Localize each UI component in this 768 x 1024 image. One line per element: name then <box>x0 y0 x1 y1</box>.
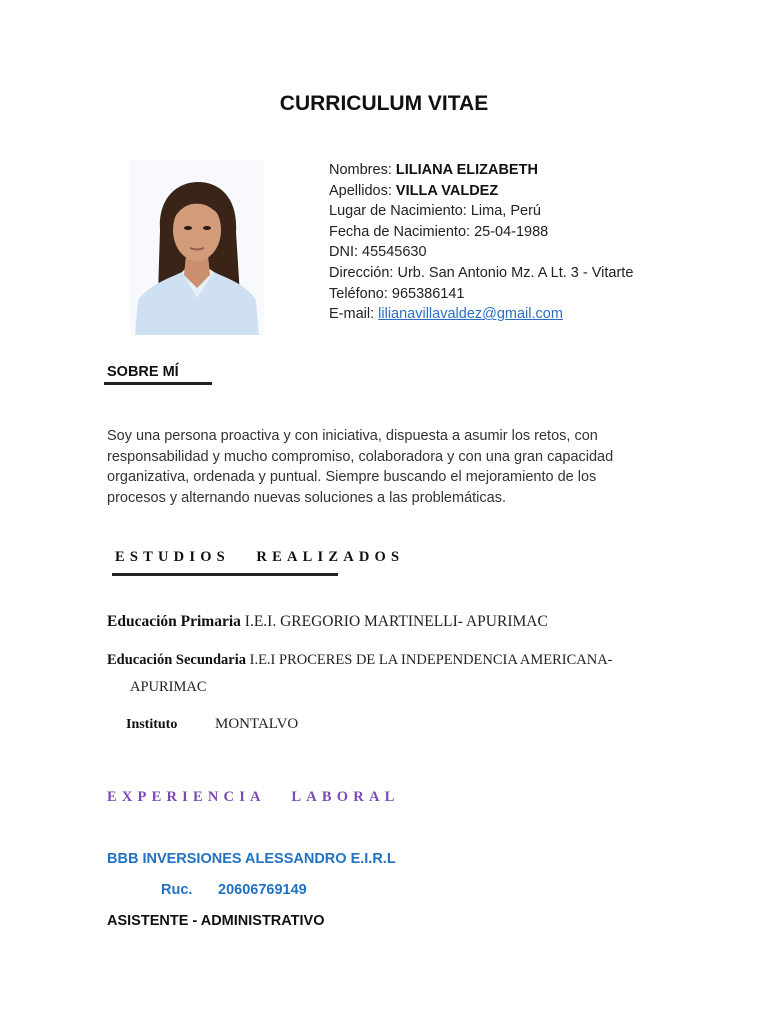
estudios-heading: ESTUDIOS REALIZADOS <box>115 549 405 565</box>
email-label: E-mail: <box>329 306 379 323</box>
job-position: ASISTENTE - ADMINISTRATIVO <box>107 913 325 929</box>
ruc-label: Ruc. <box>161 882 193 898</box>
page-title: CURRICULUM VITAE <box>279 92 489 115</box>
company-name: BBB INVERSIONES ALESSANDRO E.I.R.L <box>107 851 396 867</box>
nombres-row <box>329 160 633 181</box>
nombres-label: Nombres: <box>329 162 396 178</box>
dni: DNI: 45545630 <box>329 244 427 261</box>
personal-info <box>329 160 633 325</box>
secundaria-label: Educación Secundaria <box>107 652 246 668</box>
nombres-value: LILIANA ELIZABETH <box>395 162 538 178</box>
direccion: Dirección: Urb. San Antonio Mz. A Lt. 3 - Vitarte <box>329 264 634 281</box>
educacion-primaria <box>107 613 548 631</box>
primaria-label: Educación Primaria <box>107 613 241 630</box>
telefono: Teléfono: 965386141 <box>329 285 465 302</box>
experiencia-heading: EXPERIENCIA LABORAL <box>107 789 400 805</box>
secundaria-value-cont: APURIMAC <box>130 679 207 695</box>
profile-photo-image <box>130 160 264 335</box>
educacion-secundaria <box>107 652 613 669</box>
sobre-mi-underline <box>104 382 212 385</box>
email-link[interactable]: lilianavillavaldez@gmail.com <box>378 306 563 323</box>
apellidos-row <box>329 181 633 202</box>
apellidos-label: Apellidos: <box>329 182 396 199</box>
instituto-value: MONTALVO <box>215 716 299 732</box>
primaria-value: I.E.I. GREGORIO MARTINELLI- APURIMAC <box>240 613 548 630</box>
email-row <box>329 304 633 325</box>
instituto-label: Instituto <box>126 717 178 732</box>
sobre-mi-text: Soy una persona proactiva y con iniciativa, dispuesta a asumir los retos, con responsabilidad y mucho compromiso, colaboradora y con una gran capacidad organizativa, ordenada y puntual. Siempre buscando el mejoramiento de los procesos y alternando nuevas soluciones a las problemáticas. <box>107 428 614 506</box>
profile-photo <box>130 160 264 335</box>
lugar-nacimiento: Lugar de Nacimiento: Lima, Perú <box>329 203 541 220</box>
sobre-mi-heading: SOBRE MÍ <box>107 364 179 380</box>
secundaria-value: I.E.I PROCERES DE LA INDEPENDENCIA AMERICANA- <box>245 652 613 668</box>
apellidos-value: VILLA VALDEZ <box>395 182 499 199</box>
ruc-value: 20606769149 <box>218 882 307 898</box>
estudios-underline <box>112 573 338 576</box>
fecha-nacimiento: Fecha de Nacimiento: 25-04-1988 <box>329 223 549 240</box>
